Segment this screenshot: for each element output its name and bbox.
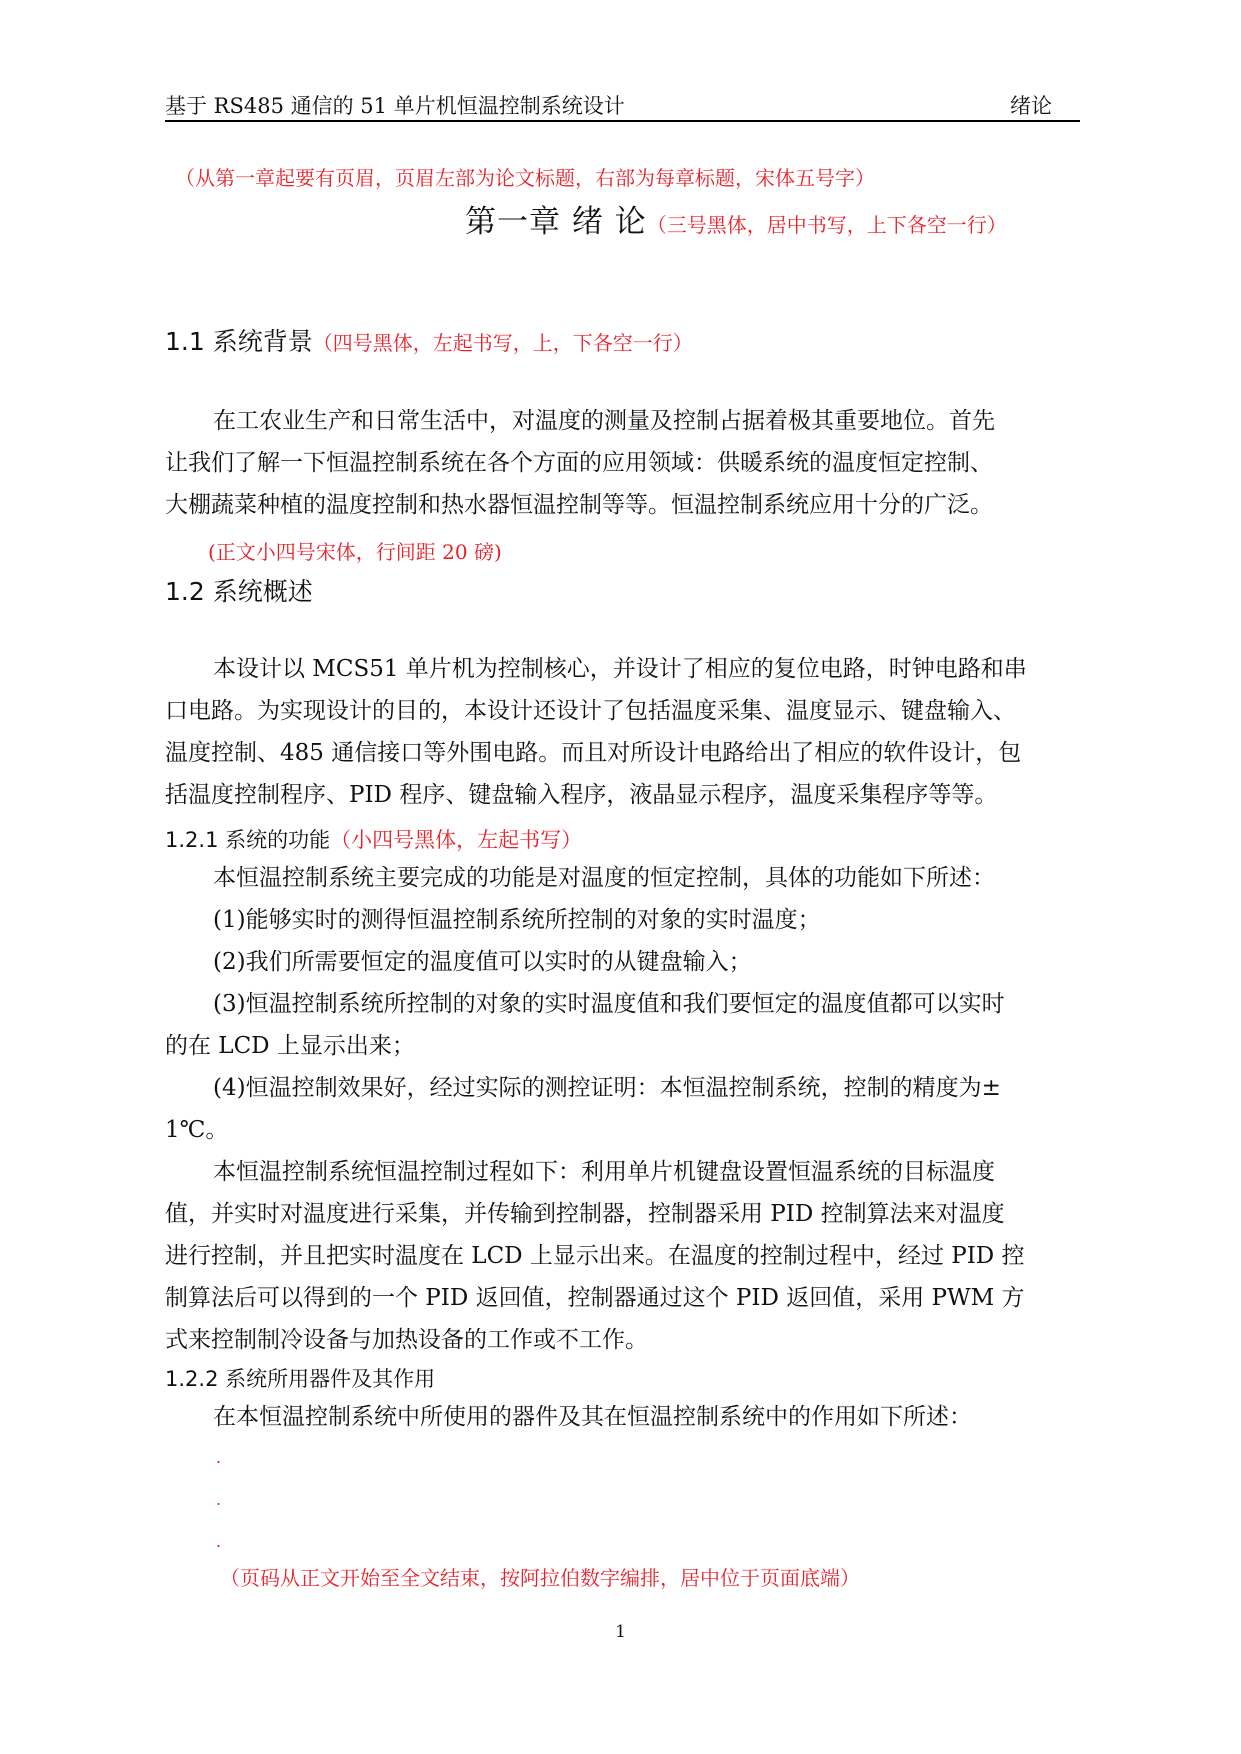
header-thesis-title: 基于 RS485 通信的 51 单片机恒温控制系统设计 [165,94,625,118]
paragraph-line: 大棚蔬菜种植的温度控制和热水器恒温控制等等。恒温控制系统应用十分的广泛。 [165,492,993,518]
paragraph-functions [165,857,1073,1361]
chapter-format-note: （三号黑体，居中书写，上下各空一行） [646,213,1007,237]
page-number: 1 [615,1622,626,1642]
paragraph-line: 式来控制制冷设备与加热设备的工作或不工作。 [165,1327,648,1353]
paragraph-line: 1℃。 [165,1117,229,1143]
section-heading-1-2: 1.2 系统概述 [165,577,313,606]
paragraph-line: 温度控制、485 通信接口等外围电路。而且对所设计电路给出了相应的软件设计，包 [165,740,1022,766]
paragraph-line: 本设计以 MCS51 单片机为控制核心，并设计了相应的复位电路，时钟电路和串 [213,656,1027,682]
page-number-format-note: （页码从正文开始至全文结束，按阿拉伯数字编排，居中位于页面底端） [220,1566,860,1590]
ellipsis-dot: . [216,1490,222,1509]
subsection-title: 1.2.1 系统的功能 [165,828,331,852]
paragraph-line: 在本恒温控制系统中所使用的器件及其在恒温控制系统中的作用如下所述： [213,1404,972,1430]
paragraph-line: 值，并实时对温度进行采集，并传输到控制器，控制器采用 PID 控制算法来对温度 [165,1201,1005,1227]
paragraph-components [165,1396,1073,1438]
header-format-note: （从第一章起要有页眉，页眉左部为论文标题，右部为每章标题，宋体五号字） [175,166,875,190]
paragraph-line: 本恒温控制系统主要完成的功能是对温度的恒定控制，具体的功能如下所述： [213,865,995,891]
section-title: 1.1 系统背景 [165,327,313,356]
subsection-heading-1-2-2: 1.2.2 系统所用器件及其作用 [165,1367,436,1391]
paragraph-line: 本恒温控制系统恒温控制过程如下：利用单片机键盘设置恒温系统的目标温度 [213,1159,995,1185]
body-format-note: (正文小四号宋体，行间距 20 磅) [208,540,502,564]
list-item: (2)我们所需要恒定的温度值可以实时的从键盘输入； [213,949,752,975]
paragraph-line: 括温度控制程序、PID 程序、键盘输入程序，液晶显示程序，温度采集程序等等。 [165,782,998,808]
paragraph-line: 制算法后可以得到的一个 PID 返回值，控制器通过这个 PID 返回值，采用 PWM 方 [165,1285,1025,1311]
paragraph-background [165,400,1073,526]
paragraph-line: 口电路。为实现设计的目的，本设计还设计了包括温度采集、温度显示、键盘输入、 [165,698,1016,724]
subsection-format-note: （小四号黑体，左起书写） [330,828,583,852]
list-item: (1)能够实时的测得恒温控制系统所控制的对象的实时温度； [213,907,821,933]
paragraph-line: 在工农业生产和日常生活中，对温度的测量及控制占据着极其重要地位。首先 [213,408,995,434]
header-chapter-title: 绪论 [1010,94,1052,118]
section-heading-1-1 [165,322,693,358]
section-format-note: （四号黑体，左起书写，上，下各空一行） [312,331,693,355]
list-item: (3)恒温控制系统所控制的对象的实时温度值和我们要恒定的温度值都可以实时 [213,991,1005,1017]
chapter-heading [465,196,1007,241]
page-header [165,88,1080,122]
paragraph-line: 的在 LCD 上显示出来； [165,1033,415,1059]
chapter-title: 第一章 绪 论 [465,204,647,240]
list-item: (4)恒温控制效果好，经过实际的测控证明：本恒温控制系统，控制的精度为± [213,1075,1001,1101]
paragraph-line: 让我们了解一下恒温控制系统在各个方面的应用领域：供暖系统的温度恒定控制、 [165,450,993,476]
ellipsis-dot: . [216,1532,222,1551]
ellipsis-dot: . [216,1448,222,1467]
paragraph-overview [165,648,1073,816]
paragraph-line: 进行控制，并且把实时温度在 LCD 上显示出来。在温度的控制过程中，经过 PID 控 [165,1243,1025,1269]
subsection-heading-1-2-1 [165,824,582,854]
